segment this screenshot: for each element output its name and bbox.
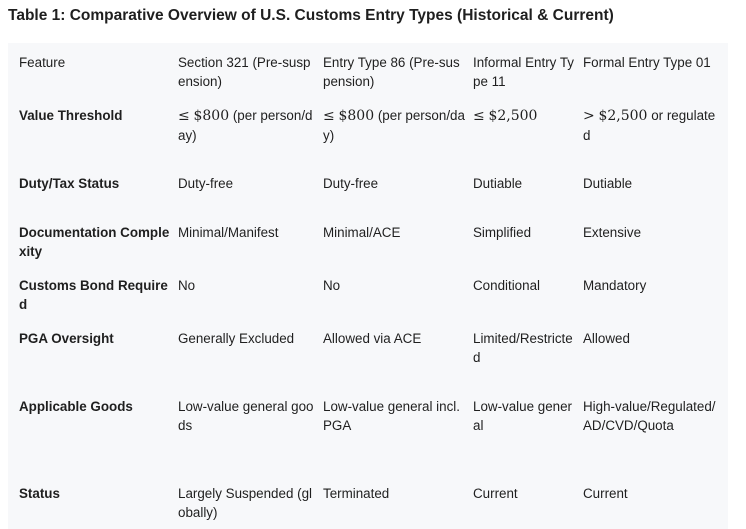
table-cell: Duty-free <box>323 176 379 191</box>
table-cell: Dutiable <box>583 176 633 191</box>
row-label: Applicable Goods <box>19 399 133 414</box>
row-label: Duty/Tax Status <box>19 176 120 191</box>
table-row <box>8 482 728 528</box>
cell-suffix: or regulated <box>583 108 716 143</box>
header-row <box>8 43 728 103</box>
table-cell: Mandatory <box>583 278 647 293</box>
header-informal-entry-11: Informal Entry Type 11 <box>473 55 574 89</box>
row-label: PGA Oversight <box>19 331 114 346</box>
table-cell: Allowed via ACE <box>323 331 422 346</box>
table-cell: Current <box>473 486 518 501</box>
table-cell: Minimal/Manifest <box>178 225 279 240</box>
table-cell: Simplified <box>473 225 532 240</box>
cell-suffix: (per person/day) <box>178 108 313 143</box>
cell-suffix: (per person/day) <box>323 108 465 143</box>
table-cell: Terminated <box>323 486 390 501</box>
header-entry-type-86: Entry Type 86 (Pre-suspension) <box>323 55 460 89</box>
header-formal-entry-01: Formal Entry Type 01 <box>583 55 711 70</box>
table-cell: Low-value general goods <box>178 399 314 433</box>
math-amount: $2,500 <box>488 108 538 124</box>
table-cell: Current <box>583 486 628 501</box>
table-cell: Generally Excluded <box>178 331 295 346</box>
math-amount: $2,500 <box>598 108 648 124</box>
table-cell: Limited/Restricted <box>473 331 573 365</box>
table-cell: Conditional <box>473 278 540 293</box>
table-row <box>8 172 728 221</box>
math-symbol: ≤ <box>323 108 335 124</box>
table-cell: Low-value general <box>473 399 573 433</box>
entry-types-table <box>8 43 728 528</box>
table-row <box>8 103 728 172</box>
math-symbol: ≤ <box>178 108 190 124</box>
table-row <box>8 221 728 274</box>
value-threshold-formal <box>583 103 728 172</box>
table-row <box>8 327 728 395</box>
table-cell: Duty-free <box>178 176 234 191</box>
row-label: Value Threshold <box>19 108 123 123</box>
table-title: Table 1: Comparative Overview of U.S. Customs Entry Types (Historical & Current) <box>8 7 614 24</box>
table-cell: Minimal/ACE <box>323 225 401 240</box>
table-row <box>8 395 728 482</box>
table-cell: High-value/Regulated/AD/CVD/Quota <box>583 399 716 433</box>
table-cell: Low-value general incl. PGA <box>323 399 460 433</box>
row-label: Status <box>19 486 60 501</box>
table-cell: Dutiable <box>473 176 523 191</box>
value-threshold-type-86 <box>323 103 473 172</box>
header-feature: Feature <box>19 55 66 70</box>
table-cell: Extensive <box>583 225 642 240</box>
header-section-321: Section 321 (Pre-suspension) <box>178 55 311 89</box>
value-threshold-informal <box>473 103 583 172</box>
table-panel <box>8 43 728 529</box>
math-amount: $800 <box>338 108 375 124</box>
table-cell: No <box>178 278 196 293</box>
row-label: Customs Bond Required <box>19 278 168 312</box>
table-cell: Allowed <box>583 331 630 346</box>
math-symbol: > <box>583 108 595 124</box>
table-row <box>8 274 728 327</box>
value-threshold-section-321 <box>178 103 323 172</box>
table-cell: No <box>323 278 341 293</box>
math-amount: $800 <box>193 108 230 124</box>
math-symbol: ≤ <box>473 108 485 124</box>
table-cell: Largely Suspended (globally) <box>178 486 312 520</box>
row-label: Documentation Complexity <box>19 225 170 259</box>
